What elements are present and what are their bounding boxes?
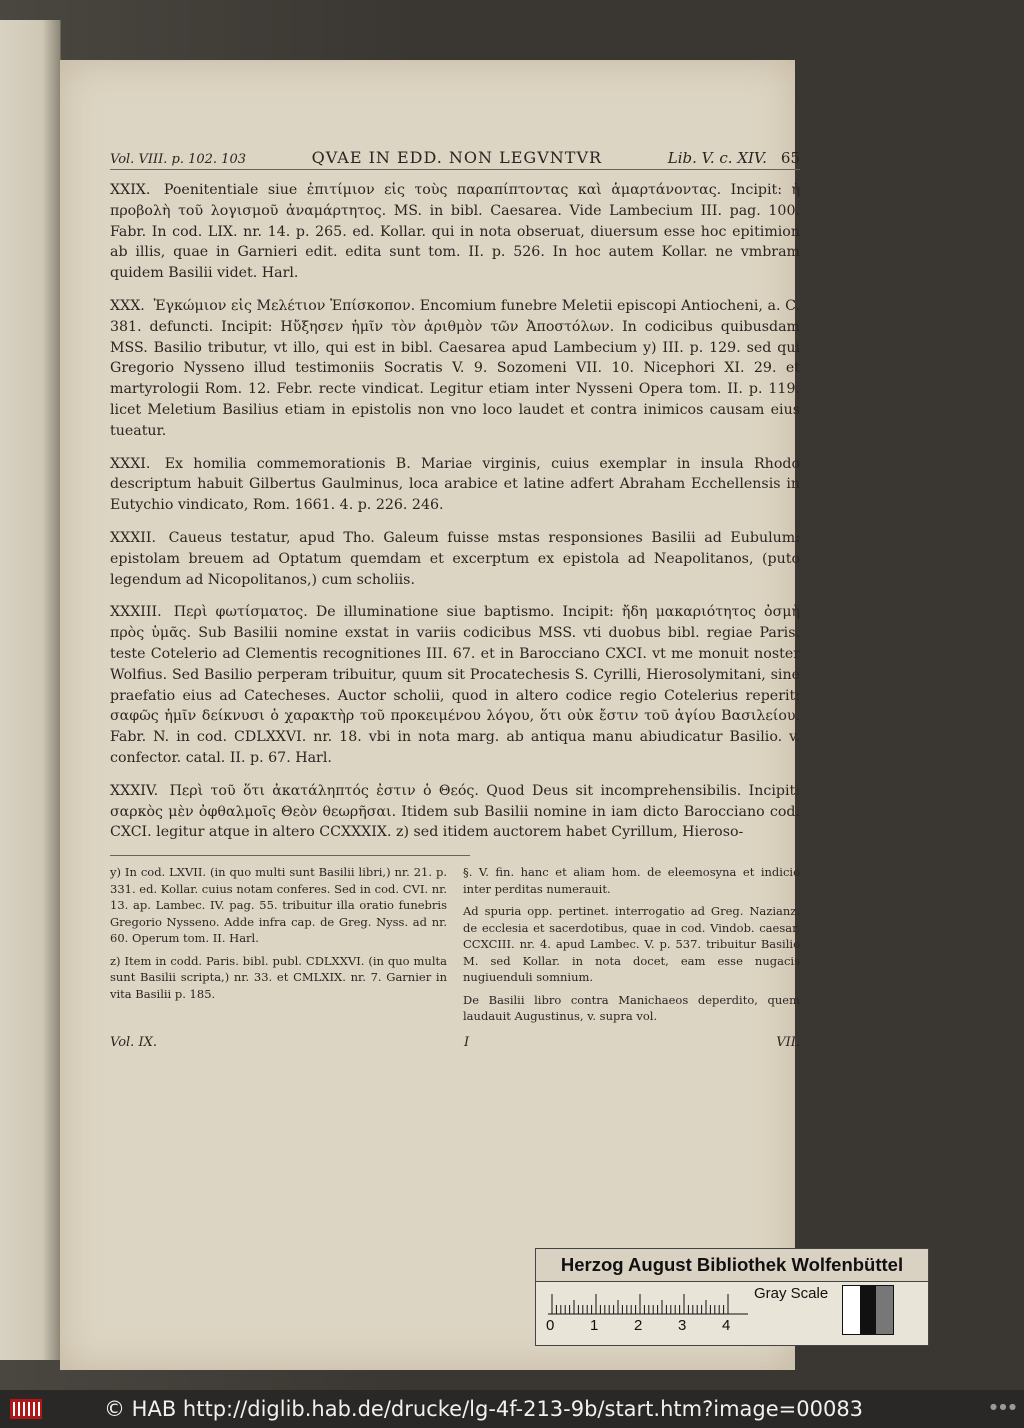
footnote-column-left	[110, 864, 447, 1031]
footnote-column-right	[463, 864, 800, 1031]
entry-text: Caueus testatur, apud Tho. Galeum fuisse mstas responsiones Basilii ad Eubulum: epistolam breuem ad Optatum quemdam et excerptum ex epistola ad Neapolitanos, (puto legendum ad Nicopolitanos,) cum scholiis.	[110, 529, 800, 588]
entry-number: XXX.	[110, 297, 145, 314]
scale-ruler	[548, 1287, 748, 1315]
running-head	[110, 148, 800, 170]
gray-scale-swatch	[842, 1285, 894, 1335]
entry	[110, 602, 800, 768]
footnote: De Basilii libro contra Manichaeos deperdito, quem laudauit Augustinus, v. supra vol.	[463, 992, 800, 1024]
chapter-ref: Lib. V. c. XIV.	[667, 149, 767, 167]
page-content	[110, 148, 800, 1050]
footer-bar	[0, 1390, 1024, 1428]
footnote: z) Item in codd. Paris. bibl. publ. CDLXXVI. (in quo multa sunt Basilii scripta,) nr. 33. et CMLXIX. nr. 7. Garnier in vita Basilii p. 185.	[110, 953, 447, 1001]
scale-number: 3	[678, 1317, 687, 1334]
page-number: 65	[780, 149, 800, 167]
footnotes	[110, 864, 800, 1031]
entry-text: Περὶ φωτίσματος. De illuminatione siue baptismo. Incipit: ἤδη μακαριότητος ὀσμὴ πρὸς ὑμᾶς. Sub Basilii nomine exstat in variis codicibus MSS. vti duobus bibl. regiae Paris. teste Coteleriо ad Clementis recognitiones III. 67. et in Barocciano CXCI. vt me monuit noster Wolfius. Sed Basilio perperam tribuitur, quum sit Procatechesis S. Cyrilli, Hierosolymitani, sine praefatio eius ad Catecheses. Auctor scholii, quod in altero codice regio Cotelerius reperit: σαφῶς ἡμῖν δείκνυσι ὁ χαρακτὴρ τοῦ προκειμένου λόγου, ὅτι οὐκ ἔστιν τοῦ ἁγίου Βασιλείου. Fabr. N. in cod. CDLXXVI. nr. 18. vbi in nota marg. ab antiqua manu abiudicatur Basilio. v. confector. catal. II. p. 67. Harl.	[110, 604, 801, 766]
entry-number: XXXI.	[110, 455, 151, 472]
footer-url[interactable]: © HAB http://diglib.hab.de/drucke/lg-4f-213-9b/start.htm?image=00083	[104, 1397, 864, 1421]
gray-scale-label: Gray Scale	[754, 1285, 829, 1302]
footnote: Ad spuria opp. pertinet. interrogatio ad Greg. Nazianz. de ecclesia et sacerdotibus, quae in cod. Vindob. caesar. CCXCIII. nr. 4. apud Lambec. V. p. 537. tribuitur Basilio M. sed Kollar. in nota docet, eam esse nugacis nugiuenduli somnium.	[463, 904, 800, 985]
hab-logo-icon	[10, 1397, 42, 1421]
running-head-right	[668, 149, 800, 167]
color-calibration-card	[535, 1248, 929, 1346]
entry-text: Ex homilia commemorationis B. Mariae virginis, cuius exemplar in insula Rhodo descriptum habuit Gilbertus Gaulminus, loca arabice et latine adfert Abraham Ecchellensis in Eutychio vindicato, Rom. 1661. 4. p. 226. 246.	[110, 455, 800, 514]
running-head-left: Vol. VIII. p. 102. 103	[110, 152, 246, 167]
catchword: VII.	[776, 1034, 800, 1050]
entry	[110, 180, 800, 284]
signature-mark: Vol. IX.	[110, 1034, 157, 1050]
entry	[110, 454, 800, 516]
entry-text: Περὶ τοῦ ὅτι ἀκατάληπτός ἐστιν ὁ Θεός. Quod Deus sit incomprehensibilis. Incipit: σαρκὸς μὲν ὀφθαλμοῖς Θεὸν θεωρῆσαι. Itidem sub Basilii nomine in iam dicto Barocciano cod. CXCI. legitur atque in altero CCXXXIX. z) sed itidem auctorem habet Cyrillum, Hieroso-	[110, 782, 800, 841]
scale-numbers	[546, 1317, 746, 1337]
catchword-mid: I	[464, 1034, 470, 1050]
running-head-title: QVAE IN EDD. NON LEGVNTVR	[311, 148, 603, 167]
scale-number: 4	[722, 1317, 731, 1334]
entry	[110, 528, 800, 590]
scale-number: 2	[634, 1317, 643, 1334]
entry	[110, 296, 800, 442]
entry	[110, 781, 800, 843]
previous-page-edge	[0, 20, 61, 1360]
footer-dots-icon: ● ● ●	[989, 1402, 1016, 1411]
scale-number: 1	[590, 1317, 599, 1334]
entry-text: Poenitentiale siue ἐπιτίμιον εἰς τοὺς παραπίπτοντας καὶ ἁμαρτάνοντας. Incipit: ἡ προβολὴ τοῦ λογισμοῦ ἀναμάρτητος. MS. in bibl. Caesarea. Vide Lambecium III. pag. 100. Fabr. In cod. LIX. nr. 14. p. 265. ed. Kollar. qui in nota obseruat, diuersum esse hoc epitimion ab illis, quae in Garnieri edit. edita sunt tom. II. p. 526. In hoc autem Kollar. ne vmbram quidem Basilii videt. Harl.	[110, 182, 800, 282]
book-page	[60, 60, 801, 1370]
footnote: y) In cod. LXVII. (in quo multi sunt Basilii libri,) nr. 21. p. 331. ed. Kollar. cuius notam conferes. Sed in cod. CVI. nr. 13. ap. Lambec. IV. pag. 55. tribuitur illa oratio funebris Gregorio Nysseno. Adde infra cap. de Greg. Nyss. ad nr. 60. Operum tom. II. Harl.	[110, 865, 447, 946]
library-name: Herzog August Bibliothek Wolfenbüttel	[536, 1249, 928, 1282]
entry-number: XXXIII.	[110, 604, 162, 621]
footnote: §. V. fin. hanc et aliam hom. de eleemosyna et indicio inter perditas numerauit.	[463, 865, 800, 896]
entry-text: Ἐγκώμιον εἰς Μελέτιον Ἐπίσκοπον. Encomium funebre Meletii episcopi Antiocheni, a. C. 381. defuncti. Incipit: Ηὔξησεν ἡμῖν τὸν ἀριθμὸν τῶν Ἀποστόλων. In codicibus quibusdam MSS. Basilio tributur, vt illo, qui est in bibl. Caesarea apud Lambecium y) III. p. 129. sed qui Gregorio Nysseno illud testimoniis Socratis V. 9. Sozomeni VII. 10. Nicephori XI. 29. et martyrologii Rom. 12. Febr. recte vindicat. Legitur etiam inter Nysseni Opera tom. II. p. 119. licet Meletium Basilius etiam in epistolis non vno loco laudet et contra inimicos causam eius tueatur.	[110, 297, 800, 439]
scale-number: 0	[546, 1317, 555, 1334]
entry-number: XXIX.	[110, 182, 151, 198]
footnote-rule	[110, 855, 470, 856]
entry-number: XXXII.	[110, 529, 157, 546]
entry-number: XXXIV.	[110, 782, 159, 799]
signature-line	[110, 1035, 800, 1050]
